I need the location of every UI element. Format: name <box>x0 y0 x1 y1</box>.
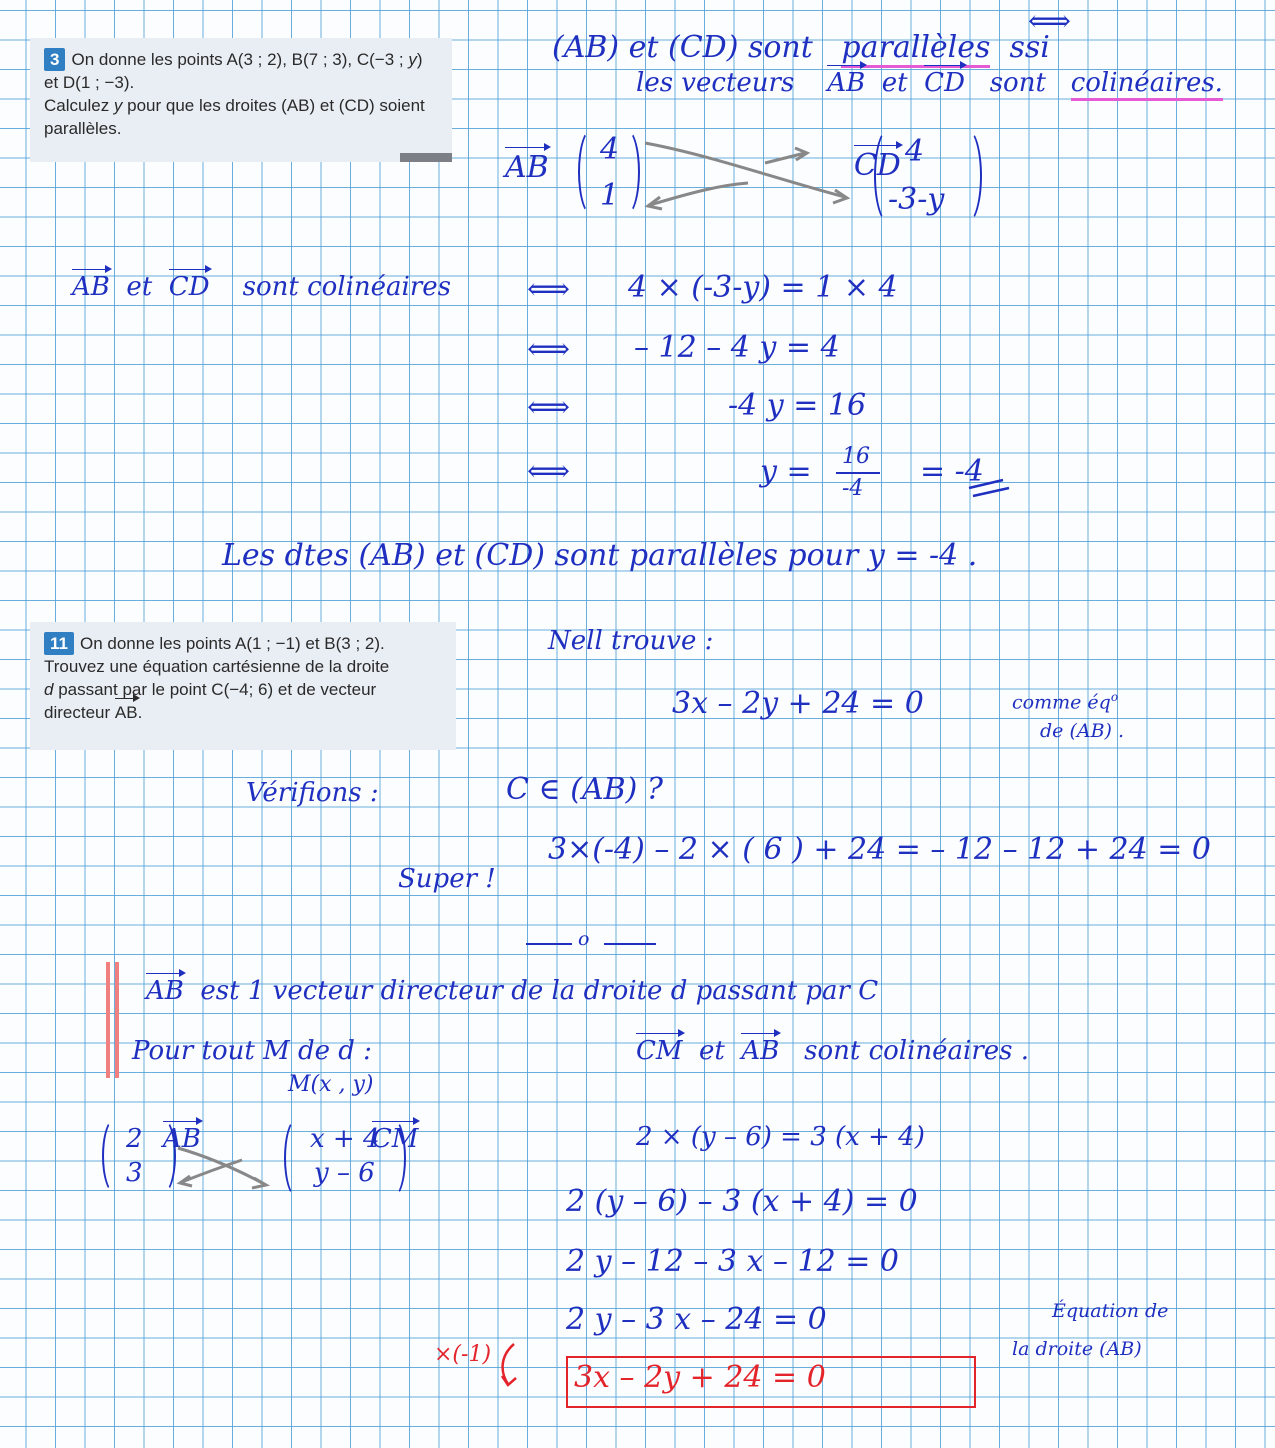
vector-ab-label-2: AB <box>162 1124 201 1154</box>
curved-arrow <box>494 1340 524 1390</box>
vector-cm-label: CM <box>371 1124 419 1154</box>
c-belongs-question: C ∈ (AB) ? <box>506 772 663 807</box>
parallel-statement-line2: les vecteurs AB et CD sont colinéaires. <box>636 68 1223 98</box>
equation-step-1: 4 × (-3-y) = 1 × 4 <box>628 270 898 305</box>
vector-ab-y: 1 <box>600 178 620 213</box>
equation-label-2: la droite (AB) <box>1012 1338 1142 1360</box>
equiv-arrow-2: ⟺ <box>527 332 571 367</box>
for-all-m-statement: Pour tout M de d : <box>132 1036 372 1066</box>
exercise-11-box <box>30 622 456 750</box>
double-underline <box>965 478 1015 498</box>
final-answer: 3x – 2y + 24 = 0 <box>574 1360 826 1395</box>
solution-step-4: 2 y – 3 x – 24 = 0 <box>566 1302 827 1337</box>
exercise-number-badge: 3 <box>44 48 65 71</box>
solution-step-2: 2 (y – 6) – 3 (x + 4) = 0 <box>566 1184 918 1219</box>
vector-cd-x: 4 <box>905 134 925 169</box>
exercise-11-line3: d passant par le point C(−4; 6) et de vecteur <box>44 680 377 699</box>
nell-finds: Nell trouve : <box>548 626 714 656</box>
equation-step-2: – 12 – 4 y = 4 <box>634 330 840 365</box>
equation-step-4b: = -4 <box>920 454 984 489</box>
equation-step-4a: y = <box>760 454 812 489</box>
exercise-3-box <box>30 38 452 162</box>
separator-dot: o <box>578 928 590 950</box>
fraction-denominator: -4 <box>842 476 864 501</box>
equiv-arrow-top: ⟺ <box>1028 4 1072 39</box>
margin-bar-2 <box>115 962 119 1078</box>
cross-multiplication-arrows-2 <box>172 1140 272 1190</box>
paren-left <box>102 1118 128 1194</box>
vector-ab2-y: 3 <box>126 1158 143 1188</box>
direction-vector-statement: AB est 1 vecteur directeur de la droite d passant par C <box>146 976 879 1006</box>
vector-cd-y: -3-y <box>888 182 945 217</box>
paren-right <box>612 128 640 216</box>
verify-label: Vérifions : <box>246 778 379 808</box>
equation-step-3: -4 y = 16 <box>728 388 867 423</box>
equation-label-1: Équation de <box>1052 1300 1169 1322</box>
verification-equation: 3×(-4) – 2 × ( 6 ) + 24 = – 12 – 12 + 24 = 0 <box>548 832 1212 867</box>
paren-right <box>380 1118 406 1198</box>
equiv-arrow-4: ⟺ <box>527 454 571 489</box>
vector-ab-label: AB <box>505 150 549 185</box>
comme-eq-label: comme $éq^o$ <box>1012 690 1119 714</box>
exercise-11-line2: Trouvez une équation cartésienne de la droite <box>44 657 390 676</box>
paren-left <box>284 1118 310 1198</box>
parallel-statement-line1: (AB) et (CD) sont parallèles ssi <box>552 30 1050 65</box>
fraction-numerator: 16 <box>842 444 870 469</box>
highlight-paralleles: parallèles <box>841 30 990 68</box>
exercise-3-line3: Calculez y pour que les droites (AB) et (CD) soient <box>44 96 425 115</box>
cross-multiplication-arrows <box>640 135 860 215</box>
vector-cd-label: CD <box>853 148 901 183</box>
conclusion-part-1: Les dtes (AB) et (CD) sont parallèles pour y = -4 . <box>222 538 978 573</box>
colinear-statement: AB et CD sont colinéaires <box>72 272 452 302</box>
vector-cm-x: x + 4 <box>310 1124 380 1154</box>
solution-step-1: 2 × (y – 6) = 3 (x + 4) <box>636 1122 925 1152</box>
highlight-colineaires: colinéaires. <box>1071 68 1223 101</box>
fraction-bar <box>836 472 880 474</box>
exercise-3-line1: 3 On donne les points A(3 ; 2), B(7 ; 3), C(−3 ; y) <box>44 48 438 71</box>
exercise-11-line4: directeur AB. <box>44 703 143 722</box>
comme-eq-label-2: de (AB) . <box>1040 720 1125 742</box>
vector-ab2-x: 2 <box>126 1124 143 1154</box>
separator-line-right <box>604 943 656 945</box>
vector-ab-x: 4 <box>600 132 620 167</box>
multiply-minus-one: ×(-1) <box>434 1342 492 1367</box>
solution-step-3: 2 y – 12 – 3 x – 12 = 0 <box>566 1244 899 1279</box>
vector-cm-y: y – 6 <box>314 1158 375 1188</box>
m-coordinates: M(x , y) <box>288 1072 374 1097</box>
equiv-arrow-3: ⟺ <box>527 390 571 425</box>
page-tab-decoration <box>400 153 452 162</box>
exercise-3-line2: et D(1 ; −3). <box>44 73 135 92</box>
exercise-number-badge: 11 <box>44 632 74 655</box>
nell-equation: 3x – 2y + 24 = 0 <box>672 686 924 721</box>
cm-ab-colinear: CM et AB sont colinéaires . <box>636 1036 1030 1066</box>
separator-line-left <box>526 943 572 945</box>
exercise-11-line1: 11 On donne les points A(1 ; −1) et B(3 ; 2). <box>44 632 442 655</box>
super-exclaim: Super ! <box>398 864 496 894</box>
paren-right <box>952 128 982 224</box>
equiv-arrow-1: ⟺ <box>527 272 571 307</box>
exercise-3-line4: parallèles. <box>44 119 122 138</box>
margin-bar-1 <box>106 962 110 1078</box>
